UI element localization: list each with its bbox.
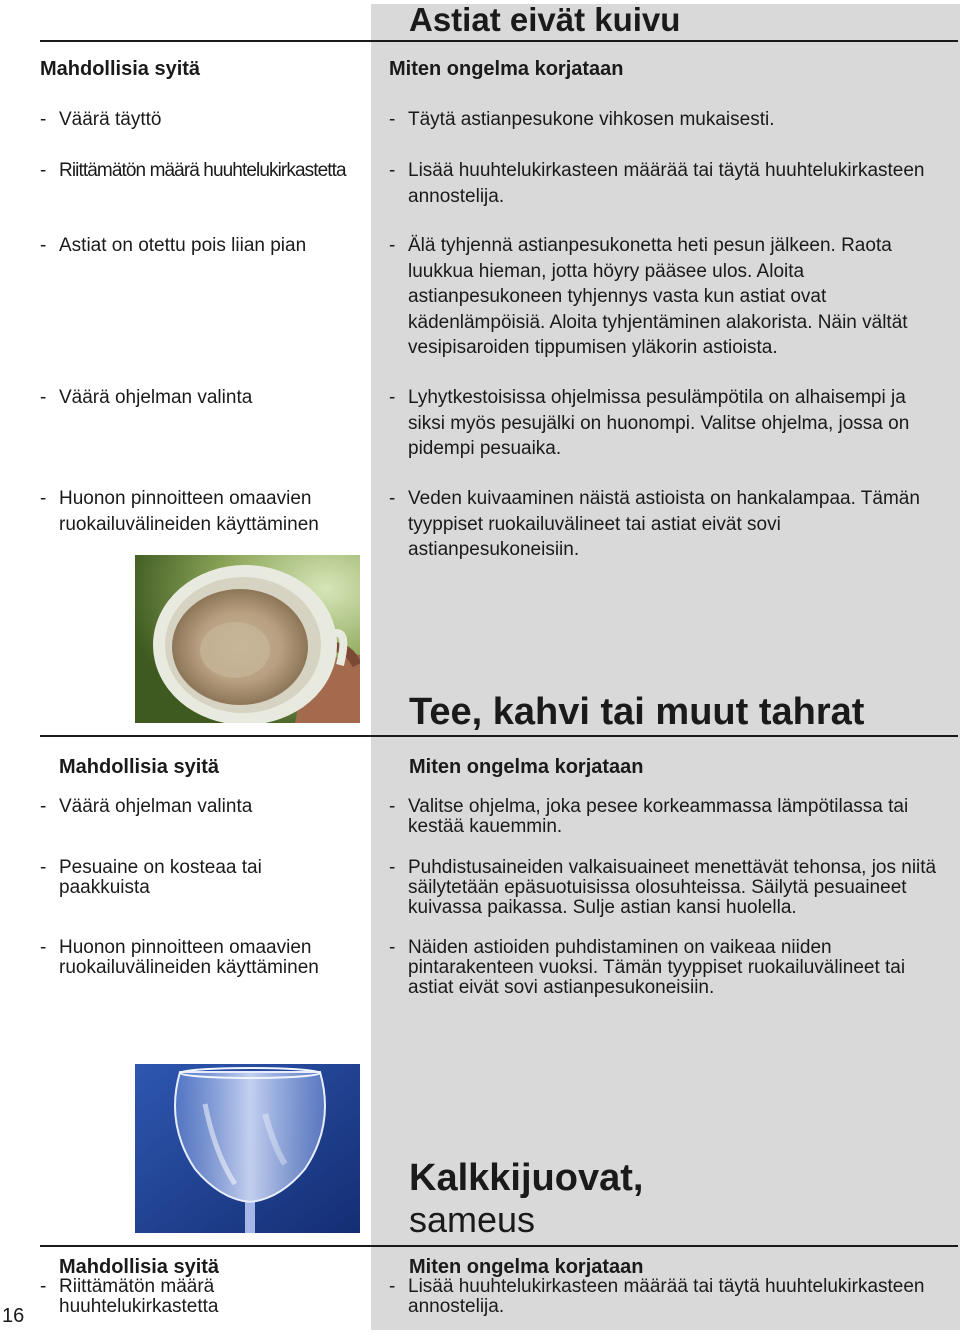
cause-item: - Huonon pinnoitteen omaavien ruokailuvälineiden käyttäminen bbox=[40, 937, 319, 978]
fix-item: - Lisää huuhtelukirkasteen määrää tai täytä huuhtelukirkasteen annostelija. bbox=[389, 1276, 925, 1317]
fix-item: - Valitse ohjelma, joka pesee korkeammassa lämpötilassa tai kestää kauemmin. bbox=[389, 796, 909, 837]
fix-item: - Lyhytkestoisissa ohjelmissa pesulämpötila on alhaisempi ja siksi myös pesujälki on huonompi. Valitse ohjelma, jossa on pidempi pesuaika. bbox=[389, 387, 910, 459]
section-title-line2: sameus bbox=[409, 1198, 536, 1240]
section-divider bbox=[40, 1245, 958, 1247]
causes-heading: Mahdollisia syitä bbox=[59, 1256, 220, 1278]
fixes-heading: Miten ongelma korjataan bbox=[409, 1256, 644, 1278]
cloudy-glass-photo bbox=[135, 1064, 360, 1233]
section-title-dishes-not-dry: Astiat eivät kuivu bbox=[409, 1, 681, 38]
page-number: 16 bbox=[2, 1305, 25, 1327]
fix-item: - Täytä astianpesukone vihkosen mukaisesti. bbox=[389, 109, 775, 130]
fix-item: - Veden kuivaaminen näistä astioista on hankalampaa. Tämän tyyppiset ruokailuvälineet tai astiat eivät sovi astianpesukoneisiin. bbox=[389, 488, 920, 560]
fixes-heading: Miten ongelma korjataan bbox=[389, 58, 624, 80]
cause-item: - Riittämätön määrä huuhtelukirkastetta bbox=[40, 160, 346, 181]
fix-item: - Puhdistusaineiden valkaisuaineet menettävät tehonsa, jos niitä säilytetään epäsuotuisissa olosuhteissa. Säilytä pesuaineet kuivassa paikassa. Sulje astian kansi huolella. bbox=[389, 857, 937, 918]
fix-item: - Älä tyhjennä astianpesukonetta heti pesun jälkeen. Raota luukkua hieman, jotta höyry pääsee ulos. Aloita astianpesukoneen tyhjennys vasta kun astiat ovat kädenlämpöisiä. Aloita tyhjentäminen alakorista. Näin vältät vesipisaroiden tippumisen yläkorin astioista. bbox=[389, 235, 908, 358]
cause-item: - Väärä ohjelman valinta bbox=[40, 796, 253, 817]
stained-cup-photo bbox=[135, 555, 360, 723]
cause-item: - Huonon pinnoitteen omaavien ruokailuvälineiden käyttäminen bbox=[40, 488, 319, 535]
fix-item: - Näiden astioiden puhdistaminen on vaikeaa niiden pintarakenteen vuoksi. Tämän tyyppiset ruokailuvälineet tai astiat eivät sovi astianpesukoneisiin. bbox=[389, 937, 906, 998]
causes-heading: Mahdollisia syitä bbox=[59, 756, 220, 778]
section-title-stains: Tee, kahvi tai muut tahrat bbox=[409, 691, 865, 733]
causes-heading: Mahdollisia syitä bbox=[40, 58, 201, 80]
section-title-limescale bbox=[409, 1158, 643, 1239]
cause-item: - Väärä ohjelman valinta bbox=[40, 387, 253, 408]
cause-item: - Pesuaine on kosteaa tai paakkuista bbox=[40, 857, 262, 898]
section-title-line1: Kalkkijuovat, bbox=[409, 1157, 644, 1199]
section-divider bbox=[40, 735, 958, 737]
cause-item: - Väärä täyttö bbox=[40, 109, 162, 130]
section-divider bbox=[40, 40, 958, 42]
cause-item: - Astiat on otettu pois liian pian bbox=[40, 235, 307, 256]
fix-item: - Lisää huuhtelukirkasteen määrää tai täytä huuhtelukirkasteen annostelija. bbox=[389, 160, 925, 207]
cause-item: - Riittämätön määrä huuhtelukirkastetta bbox=[40, 1276, 219, 1317]
fixes-heading: Miten ongelma korjataan bbox=[409, 756, 644, 778]
